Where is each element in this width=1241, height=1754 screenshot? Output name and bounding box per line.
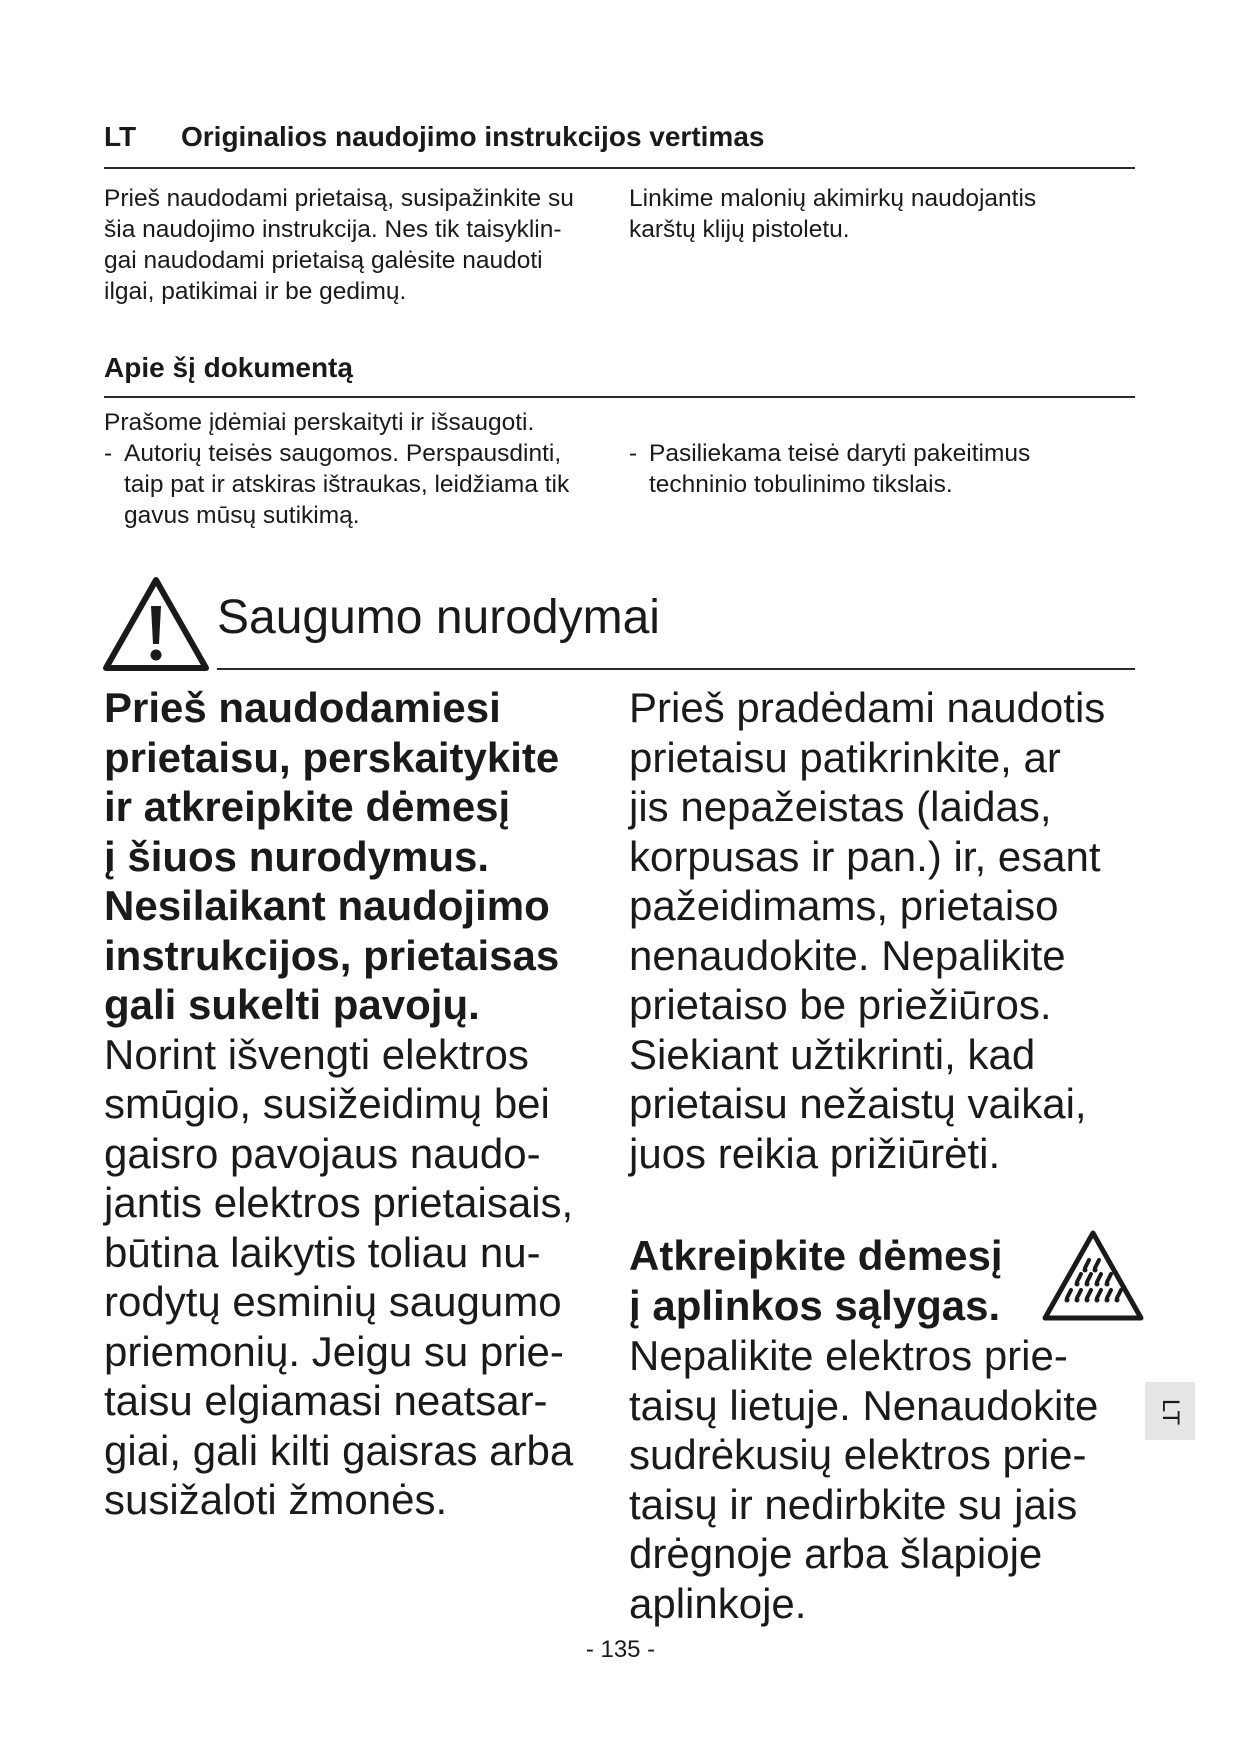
body-line: Nepalikite elektros prie- [629, 1332, 1068, 1379]
body-line: būtina laikytis toliau nu- [104, 1228, 541, 1276]
intro-right [629, 183, 1139, 245]
about-bullet-copyright [104, 438, 614, 531]
header-divider [104, 167, 1135, 169]
body-line: susižaloti žmonės. [104, 1476, 448, 1523]
body-line: prietaiso be priežiūros. [629, 981, 1052, 1028]
intro-left-line: gai naudodami prietaisą galėsite naudoti [104, 247, 543, 274]
body-line: korpusas ir pan.) ir, esant [629, 832, 1101, 880]
language-side-tab [1145, 1382, 1195, 1440]
heading-line: į aplinkos sąlygas. [629, 1281, 1001, 1329]
intro-left-line: ilgai, patikimai ir be gedimų. [104, 278, 407, 305]
body-line: Norint išvengti elektros [104, 1030, 529, 1078]
bullet-line: techninio tobulinimo tikslais. [649, 471, 953, 498]
body-line: jantis elektros prietaisais, [104, 1179, 574, 1226]
environment-heading [629, 1231, 1029, 1330]
intro-left-line: Prieš naudodami prietaisą, susipažinkite su [104, 185, 574, 212]
body-line: jis nepažeistas (laidas, [629, 783, 1052, 830]
bullet-line: Autorių teisės saugomos. Perspausdinti, [124, 440, 562, 467]
bold-line: ir atkreipkite dėmesį [104, 783, 511, 830]
bold-line: prietaisu, perskaitykite [104, 733, 560, 781]
body-line: taisų ir nedirbkite su jais [629, 1480, 1078, 1528]
body-line: pažeidimams, prietaiso [629, 882, 1059, 929]
bullet-line: taip pat ir atskiras ištraukas, leidžiama tik [124, 471, 570, 498]
page-number: - 135 - [585, 1636, 656, 1663]
safety-left [104, 683, 624, 1525]
about-left [104, 407, 614, 531]
intro-left [104, 183, 614, 307]
safety-title: Saugumo nurodymai [217, 591, 660, 644]
bullet-dash: - [629, 440, 638, 467]
about-right [629, 438, 1139, 500]
bold-line: instrukcijos, prietaisas [104, 931, 560, 979]
body-line: drėgnoje arba šlapioje [629, 1530, 1043, 1577]
document-title: Originalios naudojimo instrukcijos vertimas [181, 121, 765, 152]
body-line: taisų lietuje. Nenaudokite [629, 1381, 1099, 1429]
body-line: smūgio, susižeidimų bei [104, 1080, 550, 1127]
body-line: aplinkoje. [629, 1579, 807, 1627]
about-heading: Apie šį dokumentą [104, 352, 353, 383]
body-line: gaisro pavojaus naudo- [104, 1129, 541, 1177]
language-code: LT [104, 121, 137, 152]
heading-line: Atkreipkite dėmesį [629, 1232, 1003, 1279]
intro-right-line: Linkime malonių akimirkų naudojantis [629, 185, 1037, 212]
body-line: sudrėkusių elektros prie- [629, 1431, 1087, 1478]
bold-line: Prieš naudodamiesi [104, 684, 501, 731]
safety-divider [217, 668, 1135, 670]
safety-warning-body [104, 1030, 624, 1525]
about-divider [104, 396, 1135, 398]
about-bullet-changes [629, 438, 1139, 500]
bullet-dash: - [104, 440, 113, 467]
bullet-line: gavus mūsų sutikimą. [124, 502, 360, 529]
body-line: Siekiant užtikrinti, kad [629, 1030, 1036, 1078]
body-line: prietaisu patikrinkite, ar [629, 733, 1061, 781]
bold-line: gali sukelti pavojų. [104, 981, 480, 1028]
body-line: priemonių. Jeigu su prie- [104, 1327, 564, 1375]
body-line: rodytų esminių saugumo [104, 1278, 562, 1325]
body-line: prietaisu nežaistų vaikai, [629, 1080, 1087, 1127]
body-line: juos reikia prižiūrėti. [629, 1129, 1001, 1177]
body-line: nenaudokite. Nepalikite [629, 931, 1066, 979]
safety-right [629, 683, 1149, 1178]
side-tab-label: LT [1157, 1398, 1184, 1426]
environment-body [629, 1331, 1149, 1628]
body-line: taisu elgiamasi neatsar- [104, 1377, 548, 1424]
body-line: giai, gali kilti gaisras arba [104, 1426, 574, 1474]
intro-right-line: karštų klijų pistoletu. [629, 216, 850, 243]
about-lead: Prašome įdėmiai perskaityti ir išsaugoti. [104, 409, 535, 436]
safety-warning-bold [104, 683, 624, 1030]
rain-warning-icon [1041, 1228, 1145, 1324]
warning-triangle-icon [100, 574, 212, 674]
bold-line: Nesilaikant naudojimo [104, 882, 550, 929]
bold-line: į šiuos nurodymus. [104, 832, 490, 880]
bullet-line: Pasiliekama teisė daryti pakeitimus [649, 440, 1031, 467]
intro-left-line: šia naudojimo instrukcija. Nes tik taisyklin- [104, 216, 562, 243]
body-line: Prieš pradėdami naudotis [629, 684, 1106, 731]
